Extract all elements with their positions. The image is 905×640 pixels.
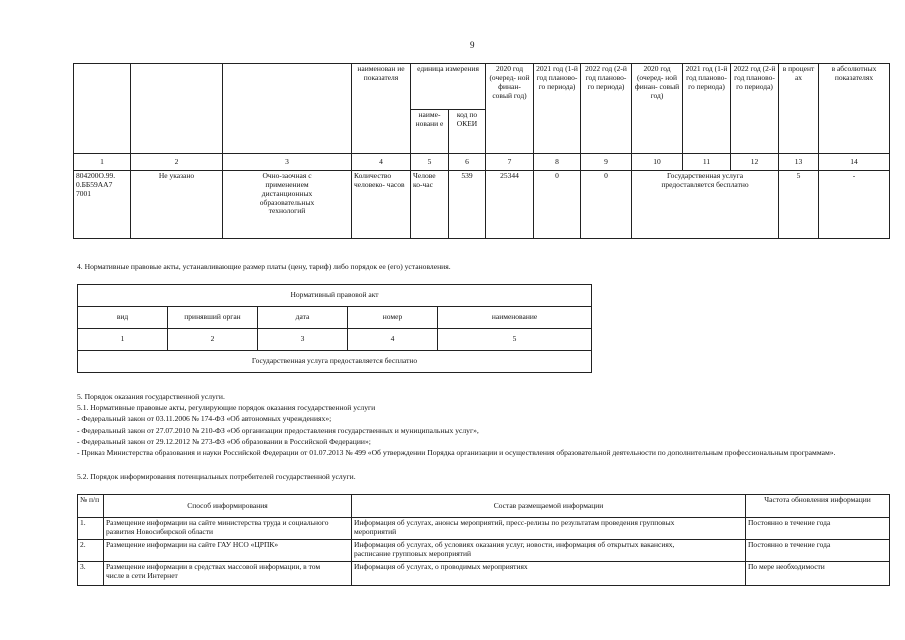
row-cell-2020: 25344 bbox=[486, 171, 534, 239]
info-row-content: Информация об услугах, об условиях оказания услуг, новости, информация об открытых вакансиях, расписание групповых мероприятий bbox=[352, 540, 746, 562]
col-number: 3 bbox=[258, 329, 348, 351]
header-2022-plan: 2022 год (2-й год планово- го периода) bbox=[581, 64, 632, 154]
info-row-frequency: По мере необходимости bbox=[746, 562, 890, 586]
table-row bbox=[74, 171, 890, 239]
info-header-number: № п/п bbox=[78, 495, 104, 518]
col-number: 11 bbox=[683, 154, 731, 171]
col-number: 2 bbox=[168, 329, 258, 351]
info-row-content: Информация об услугах, анонсы мероприятий, пресс-релизы по результатам проведения групповых мероприятий bbox=[352, 518, 746, 540]
col-number: 13 bbox=[779, 154, 819, 171]
col-number: 7 bbox=[486, 154, 534, 171]
legal-header: вид bbox=[78, 307, 168, 329]
legal-acts-table bbox=[77, 284, 592, 373]
row-cell-2022: 0 bbox=[581, 171, 632, 239]
info-row-number: 3. bbox=[78, 562, 104, 586]
info-row-number: 2. bbox=[78, 540, 104, 562]
table-row bbox=[78, 540, 890, 562]
law-item: - Федеральный закон от 03.11.2006 № 174-ФЗ «Об автономных учреждениях»; bbox=[77, 414, 332, 423]
col-number: 8 bbox=[534, 154, 581, 171]
legal-acts-title: Нормативный правовой акт bbox=[78, 285, 592, 307]
col-number: 2 bbox=[131, 154, 223, 171]
header-unit-code: код по ОКЕИ bbox=[449, 110, 486, 154]
info-row-method: Размещение информации в средствах массовой информации, в том числе в сети Интернет bbox=[104, 562, 352, 586]
legal-header: дата bbox=[258, 307, 348, 329]
col-number: 12 bbox=[731, 154, 779, 171]
information-table bbox=[77, 494, 890, 586]
section-5-1-heading: 5.1. Нормативные правовые акты, регулирующие порядок оказания государственной услуги bbox=[77, 403, 376, 412]
section-5-2-heading: 5.2. Порядок информирования потенциальных потребителей государственной услуги. bbox=[77, 472, 356, 481]
row-cell-percent: 5 bbox=[779, 171, 819, 239]
col-number: 9 bbox=[581, 154, 632, 171]
col-number: 4 bbox=[352, 154, 411, 171]
section-5-heading: 5. Порядок оказания государственной услуги. bbox=[77, 392, 225, 401]
header-empty-1 bbox=[74, 64, 131, 154]
info-header-method: Способ информирования bbox=[104, 495, 352, 518]
info-row-frequency: Постоянно в течение года bbox=[746, 540, 890, 562]
col-number: 5 bbox=[411, 154, 449, 171]
row-cell-okei: 539 bbox=[449, 171, 486, 239]
info-header-frequency: Частота обновления информации bbox=[746, 495, 890, 518]
header-2020-fee: 2020 год (очеред- ной финан- совый год) bbox=[632, 64, 683, 154]
header-percent: в процент ах bbox=[779, 64, 819, 154]
header-unit-group: единица измерения bbox=[411, 64, 486, 110]
law-item: - Федеральный закон от 27.07.2010 № 210-ФЗ «Об организации предоставления государственных и муниципальных услуг», bbox=[77, 426, 479, 435]
header-2021-fee: 2021 год (1-й год планово- го периода) bbox=[683, 64, 731, 154]
col-number: 4 bbox=[348, 329, 438, 351]
col-number: 14 bbox=[819, 154, 890, 171]
header-2022-fee: 2022 год (2-й год планово- го периода) bbox=[731, 64, 779, 154]
col-number: 6 bbox=[449, 154, 486, 171]
col-number: 3 bbox=[223, 154, 352, 171]
legal-header: принявший орган bbox=[168, 307, 258, 329]
row-cell-unit: Челове ко-час bbox=[411, 171, 449, 239]
indicators-table bbox=[73, 63, 890, 239]
info-row-method: Размещение информации на сайте ГАУ НСО «ЦРПК» bbox=[104, 540, 352, 562]
row-cell-2: Не указано bbox=[131, 171, 223, 239]
law-item: - Приказ Министерства образования и науки Российской Федерации от 01.07.2013 № 499 «Об утверждении Порядка организации и осуществления образовательной деятельности по дополнительным профессиональным программам». bbox=[77, 448, 836, 457]
table-row bbox=[78, 562, 890, 586]
section-4-heading: 4. Нормативные правовые акты, устанавливающие размер платы (цену, тариф) либо порядок ее (его) установления. bbox=[77, 262, 451, 271]
header-empty-3 bbox=[223, 64, 352, 154]
info-row-content: Информация об услугах, о проводимых мероприятиях bbox=[352, 562, 746, 586]
table-row bbox=[78, 518, 890, 540]
row-cell-2021: 0 bbox=[534, 171, 581, 239]
header-absolute: в абсолютных показателях bbox=[819, 64, 890, 154]
header-empty-2 bbox=[131, 64, 223, 154]
col-number: 1 bbox=[78, 329, 168, 351]
info-row-frequency: Постоянно в течение года bbox=[746, 518, 890, 540]
registry-code: 804200О.99. 0.ББ59АА7 7001 bbox=[74, 171, 131, 239]
col-number: 1 bbox=[74, 154, 131, 171]
row-cell-indicator: Количество человеко- часов bbox=[352, 171, 411, 239]
info-header-content: Состав размещаемой информации bbox=[352, 495, 746, 518]
legal-header: наименование bbox=[438, 307, 592, 329]
col-number: 5 bbox=[438, 329, 592, 351]
page-number: 9 bbox=[470, 40, 475, 50]
legal-acts-note: Государственная услуга предоставляется бесплатно bbox=[78, 351, 592, 373]
row-cell-absolute: - bbox=[819, 171, 890, 239]
row-cell-form: Очно-заочная с применением дистанционных образовательных технологий bbox=[223, 171, 352, 239]
header-2020-plan: 2020 год (очеред- ной финан- совый год) bbox=[486, 64, 534, 154]
info-row-method: Размещение информации на сайте министерства труда и социального развития Новосибирской области bbox=[104, 518, 352, 540]
header-indicator-name: наименован ие показателя bbox=[352, 64, 411, 154]
header-unit-name: наиме- новани е bbox=[411, 110, 449, 154]
legal-header: номер bbox=[348, 307, 438, 329]
row-cell-free-service: Государственная услуга предоставляется бесплатно bbox=[632, 171, 779, 239]
law-item: - Федеральный закон от 29.12.2012 № 273-ФЗ «Об образовании в Российской Федерации»; bbox=[77, 437, 371, 446]
column-numbers-row bbox=[74, 154, 890, 171]
header-2021-plan: 2021 год (1-й год планово- го периода) bbox=[534, 64, 581, 154]
col-number: 10 bbox=[632, 154, 683, 171]
info-row-number: 1. bbox=[78, 518, 104, 540]
